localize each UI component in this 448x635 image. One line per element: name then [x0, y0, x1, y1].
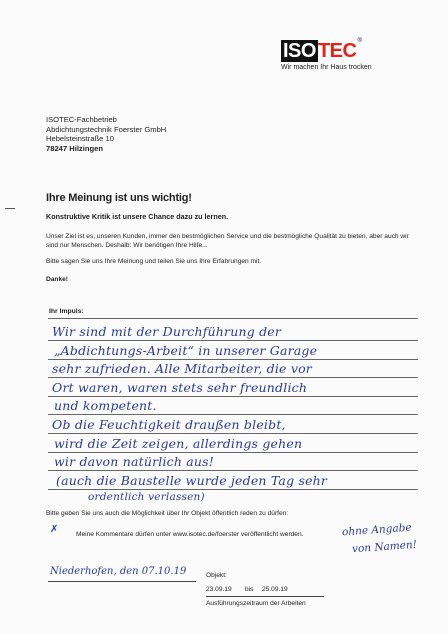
public-permission-question: Bitte geben Sie uns auch die Möglichkeit über Ihr Objekt öffentlich reden zu dürfen:: [46, 510, 289, 517]
address-company: ISOTEC-Fachbetrieb: [46, 115, 117, 124]
address-company-name: Abdichtungstechnik Foerster GmbH: [46, 124, 167, 134]
impulse-handwritten-line: wir davon natürlich aus!: [54, 454, 215, 470]
logo-iso-text: ISO: [283, 40, 316, 62]
place-date-line: [48, 581, 196, 582]
thanks-text: Danke!: [46, 276, 68, 283]
impulse-ruled-line: [48, 414, 418, 415]
object-date-from: 23.09.19: [206, 586, 232, 593]
impulse-label: Ihr Impuls:: [49, 308, 84, 315]
place-date-handwritten: Niederhofen, den 07.10.19: [50, 566, 187, 577]
object-label: Objekt:: [206, 572, 227, 579]
isotec-logo: [281, 38, 411, 80]
impulse-handwritten-line: Wir sind mit der Durchführung der: [52, 324, 282, 339]
impulse-ruled-line: [48, 377, 418, 378]
address-street: Hebelsteinstraße 10: [46, 134, 114, 144]
impulse-top-rule: [48, 318, 418, 319]
impulse-ruled-line: [48, 396, 418, 397]
impulse-handwritten-line: und kompetent.: [54, 398, 157, 414]
impulse-handwritten-line: sehr zufrieden. Alle Mitarbeiter, die vor: [52, 361, 312, 377]
impulse-ruled-line: [48, 340, 418, 341]
recipient-address: [46, 115, 166, 153]
impulse-handwritten-line: Ob die Feuchtigkeit draußen bleibt,: [52, 417, 286, 432]
handwritten-note-line1: ohne Angabe: [341, 521, 413, 539]
request-paragraph: Bitte sagen Sie uns Ihre Meinung und teilen Sie uns Ihre Erfahrungen mit.: [46, 258, 262, 265]
fold-mark: [5, 208, 15, 209]
address-city: 78247 Hilzingen: [46, 143, 103, 153]
impulse-handwritten-line: ordentlich verlassen): [88, 491, 205, 504]
page-subhead: Konstruktive Kritik ist unsere Chance dazu zu lernen.: [46, 212, 229, 221]
registered-mark: ®: [357, 38, 362, 44]
impulse-handwritten-line: Ort waren, waren stets sehr freundlich: [52, 379, 308, 395]
impulse-ruled-line: [48, 452, 418, 453]
impulse-ruled-line: [48, 470, 418, 471]
impulse-ruled-line: [48, 433, 418, 434]
logo-wordmark: [281, 38, 411, 62]
handwritten-note-line2: von Namen!: [351, 538, 418, 556]
impulse-ruled-line: [48, 489, 418, 490]
logo-tec-text: TEC: [317, 40, 357, 62]
impulse-field[interactable]: [48, 318, 418, 508]
impulse-handwritten-line: wird die Zeit zeigen, allerdings gehen: [54, 435, 303, 451]
logo-claim: Wir machen Ihr Haus trocken: [281, 64, 372, 71]
comment-permission-text: Meine Kommentare dürfen unter www.isotec.de/foerster veröffentlicht werden.: [76, 531, 304, 538]
object-date-to: 25.09.19: [262, 586, 288, 593]
permission-checkbox-mark[interactable]: ✗: [50, 524, 59, 535]
impulse-handwritten-line: (auch die Baustelle wurde jeden Tag sehr: [56, 472, 328, 488]
intro-paragraph: Unser Ziel ist es, unseren Kunden, immer den bestmöglichen Service und die bestmögliche Qualität zu bieten, aber auch wir sind nur Menschen. Deshalb: Wir benötigen Ihre Hilfe...: [46, 233, 409, 250]
object-date-line: [206, 596, 324, 597]
object-date-caption: Ausführungszeitraum der Arbeiten: [206, 600, 306, 607]
object-date-separator: bis: [245, 586, 254, 593]
impulse-handwritten-line: „Abdichtungs-Arbeit“ in unserer Garage: [54, 342, 318, 358]
page-headline: Ihre Meinung ist uns wichtig!: [46, 192, 192, 204]
impulse-ruled-line: [48, 359, 418, 360]
